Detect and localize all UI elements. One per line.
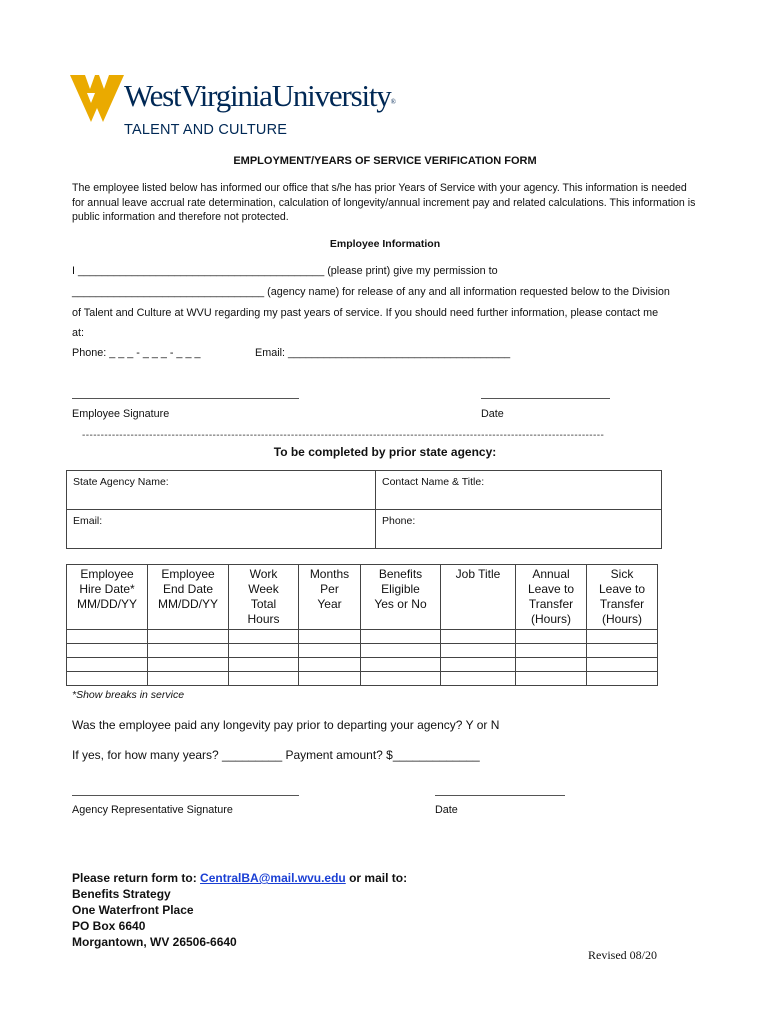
header-line: Annual — [532, 567, 570, 581]
service-entry-cell[interactable] — [587, 644, 658, 658]
service-entry-cell[interactable] — [441, 630, 516, 644]
agency-email-label: Email: — [73, 515, 103, 527]
service-entry-cell[interactable] — [67, 672, 148, 686]
service-entry-cell[interactable] — [229, 672, 299, 686]
header-line: Year — [317, 597, 342, 611]
permission-text-line-end: at: — [72, 327, 85, 339]
intro-paragraph: The employee listed below has informed our office that s/he has prior Years of Service with your agency. This information is needed for annual leave accrual rate determination, calculation of longevity/annual increment pay and related calculations. This information is public information and therefore not protected. — [72, 182, 696, 223]
service-column-header — [229, 565, 299, 630]
agency-date-line[interactable] — [435, 795, 565, 796]
contact-name-label: Contact Name & Title: — [382, 476, 485, 488]
longevity-question[interactable]: Was the employee paid any longevity pay prior to departing your agency? Y or N — [72, 718, 500, 732]
employee-signature-label: Employee Signature — [72, 408, 170, 420]
name-permission-line[interactable]: I _________________________________________ (please print) give my permission to — [72, 265, 498, 277]
service-entry-cell[interactable] — [148, 644, 229, 658]
agency-phone-cell[interactable] — [376, 510, 662, 549]
header-line: Work — [249, 567, 278, 581]
header-line: End Date — [162, 582, 214, 596]
university-name: WestVirginiaUniversity® — [124, 78, 396, 113]
header-line: MM/DD/YY — [77, 597, 137, 611]
service-entry-cell[interactable] — [361, 630, 441, 644]
agency-phone-label: Phone: — [382, 515, 416, 527]
service-entry-cell[interactable] — [587, 672, 658, 686]
table-row — [67, 630, 658, 644]
central-ba-email-link[interactable]: CentralBA@mail.wvu.edu — [200, 871, 346, 885]
employee-date-line[interactable] — [481, 398, 610, 399]
service-entry-cell[interactable] — [587, 658, 658, 672]
return-prefix: Please return form to: — [72, 871, 201, 885]
header-line: Employee — [161, 567, 215, 581]
employee-information-heading: Employee Information — [329, 238, 441, 250]
longevity-years-question[interactable]: If yes, for how many years? _________ Payment amount? $_____________ — [72, 748, 480, 762]
state-agency-name-label: State Agency Name: — [73, 476, 169, 488]
permission-text-line: of Talent and Culture at WVU regarding my past years of service. If you should need further information, please contact me — [72, 307, 659, 319]
service-entry-cell[interactable] — [441, 658, 516, 672]
employee-phone-field[interactable]: Phone: _ _ _ - _ _ _ - _ _ _ — [72, 347, 201, 359]
agency-date-label: Date — [435, 804, 458, 816]
service-column-header — [299, 565, 361, 630]
address-line: PO Box 6640 — [72, 919, 146, 933]
service-entry-cell[interactable] — [516, 630, 587, 644]
header-line: MM/DD/YY — [158, 597, 218, 611]
agency-section-heading: To be completed by prior state agency: — [273, 445, 497, 459]
table-row — [67, 672, 658, 686]
service-footnote: *Show breaks in service — [72, 689, 185, 701]
service-entry-cell[interactable] — [229, 630, 299, 644]
service-entry-cell[interactable] — [299, 644, 361, 658]
state-agency-name-cell[interactable] — [67, 471, 376, 510]
service-entry-cell[interactable] — [361, 672, 441, 686]
header-line: (Hours) — [530, 612, 571, 626]
header-line: Eligible — [381, 582, 420, 596]
service-entry-cell[interactable] — [587, 630, 658, 644]
service-column-header — [148, 565, 229, 630]
service-entry-cell[interactable] — [67, 658, 148, 672]
header-line: Sick — [610, 567, 634, 581]
agency-name-line[interactable]: ________________________________ (agency name) for release of any and all information requested below to the Division — [72, 286, 670, 298]
agency-info-table — [66, 470, 662, 549]
table-row — [67, 644, 658, 658]
service-column-header — [441, 565, 516, 630]
service-entry-cell[interactable] — [67, 630, 148, 644]
header-line: Transfer — [528, 597, 574, 611]
agency-signature-label: Agency Representative Signature — [72, 804, 233, 816]
header-line: Leave to — [527, 582, 575, 596]
service-entry-cell[interactable] — [361, 644, 441, 658]
header-line: (Hours) — [601, 612, 642, 626]
service-column-header — [361, 565, 441, 630]
header-line: Employee — [80, 567, 134, 581]
employee-date-label: Date — [481, 408, 504, 420]
header-line: Leave to — [598, 582, 646, 596]
service-entry-cell[interactable] — [299, 658, 361, 672]
service-column-header — [587, 565, 658, 630]
address-line: Benefits Strategy — [72, 887, 171, 901]
header-line: Transfer — [599, 597, 645, 611]
address-line: One Waterfront Place — [72, 903, 194, 917]
service-entry-cell[interactable] — [148, 672, 229, 686]
header-line: Week — [248, 582, 279, 596]
header-line: Total — [250, 597, 277, 611]
department-name: TALENT AND CULTURE — [124, 122, 288, 138]
service-entry-cell[interactable] — [516, 658, 587, 672]
service-entry-cell[interactable] — [299, 630, 361, 644]
address-line: Morgantown, WV 26506-6640 — [72, 935, 237, 949]
service-entry-cell[interactable] — [67, 644, 148, 658]
service-entry-cell[interactable] — [516, 644, 587, 658]
service-entry-cell[interactable] — [229, 644, 299, 658]
service-entry-cell[interactable] — [148, 658, 229, 672]
agency-email-cell[interactable] — [67, 510, 376, 549]
cut-separator: -------------------------------------------------------------------------------------------------------------------------------------------- — [82, 430, 605, 441]
form-title: EMPLOYMENT/YEARS OF SERVICE VERIFICATION FORM — [233, 155, 537, 167]
service-entry-cell[interactable] — [516, 672, 587, 686]
service-column-header — [67, 565, 148, 630]
header-line: Hours — [247, 612, 280, 626]
employee-signature-line[interactable] — [72, 398, 299, 399]
service-entry-cell[interactable] — [441, 672, 516, 686]
header-line: Yes or No — [374, 597, 427, 611]
header-line: Per — [320, 582, 339, 596]
header-line: Benefits — [378, 567, 423, 581]
contact-name-cell[interactable] — [376, 471, 662, 510]
header-line: Months — [309, 567, 350, 581]
service-column-header — [516, 565, 587, 630]
table-row — [67, 658, 658, 672]
service-entry-cell[interactable] — [229, 658, 299, 672]
return-instructions — [72, 870, 407, 950]
wvu-flying-wv-logo-icon — [70, 73, 124, 123]
service-entry-cell[interactable] — [148, 630, 229, 644]
return-suffix: or mail to: — [345, 871, 408, 885]
header-line: Job Title — [455, 567, 501, 581]
service-entry-cell[interactable] — [441, 644, 516, 658]
employee-email-field[interactable]: Email: _____________________________________ — [255, 347, 511, 359]
agency-signature-line[interactable] — [72, 795, 299, 796]
service-entry-cell[interactable] — [361, 658, 441, 672]
service-history-table — [66, 564, 658, 686]
service-entry-cell[interactable] — [299, 672, 361, 686]
revision-date: Revised 08/20 — [588, 948, 657, 962]
header-line: Hire Date* — [79, 582, 135, 596]
